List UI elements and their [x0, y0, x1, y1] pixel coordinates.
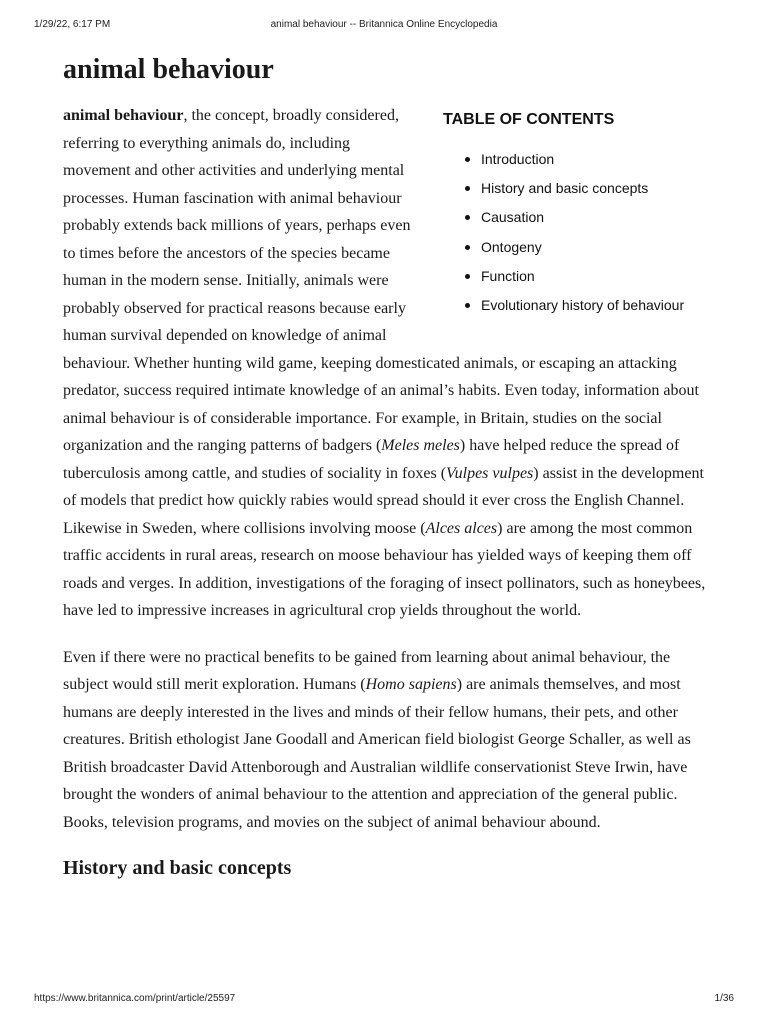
text-run: ) assist in the development of models that predict how quickly rabies would spread should it ever cross the English Channel. Likewise in Sweden, where collisions involving moose ( — [63, 464, 704, 537]
bullet-icon — [465, 245, 470, 250]
bullet-icon — [465, 157, 470, 162]
text-run: Even if there were no practical benefits to be gained from learning about animal behaviour, the subject would still merit exploration. Humans ( — [63, 648, 671, 693]
toc-link[interactable]: Introduction — [481, 151, 555, 167]
print-footer — [34, 993, 734, 1007]
bullet-icon — [465, 186, 470, 191]
text-run: ) are among the most common traffic accidents in rural areas, research on moose behaviour has yielded ways of keeping them off roads and verges. In addition, investigations of the foraging of insect pollinators, such as honeybees, have led to impressive increases in agricultural crop yields throughout the world. — [63, 519, 706, 619]
text-run: ) have helped reduce the spread of tuberculosis among cattle, and studies of sociality in foxes ( — [63, 437, 680, 482]
print-datetime: 1/29/22, 6:17 PM — [34, 19, 111, 30]
bullet-icon — [465, 303, 470, 308]
print-page-number: 1/36 — [714, 993, 734, 1004]
toc-link[interactable]: Causation — [481, 209, 545, 226]
print-header — [34, 19, 734, 33]
text-run: ) are animals themselves, and most humans are deeply interested in the lives and minds of their fellow humans, their pets, and other creatures. British ethologist Jane Goodall and American field biologist George Schaller, as well as British broadcaster David Attenborough and Australian wildlife conservationist Steve Irwin, have brought the wonders of animal behaviour to the attention and appreciation of the general public. Books, television programs, and movies on the subject of animal behaviour abound. — [63, 676, 691, 831]
toc-item-function[interactable] — [443, 267, 711, 285]
print-url: https://www.britannica.com/print/article/25597 — [34, 993, 236, 1004]
table-of-contents — [443, 100, 711, 325]
toc-item-ontogeny[interactable] — [443, 238, 711, 256]
species-name: Vulpes vulpes — [446, 464, 534, 482]
text-run: , the concept, broadly considered, referring to everything animals do, including movement and other activities and underlying mental processes. Human fascination with animal behaviour probably extends back millions of years, perhaps even to times before the ancestors of the species became human in the modern sense. Initially, animals were probably observed for practical reasons because early human survival depended on knowledge of animal behaviour. Whether hunting wild game, keeping domesticated animals, or escaping an attacking predator, success required intimate knowledge of an animal’s habits. Even today, information about animal behaviour is of considerable importance. For example, in Britain, studies on the social organization and the ranging patterns of badgers ( — [63, 107, 699, 454]
intro-block — [63, 102, 711, 625]
toc-title: TABLE OF CONTENTS — [443, 111, 615, 128]
species-name: Homo sapiens — [365, 676, 457, 693]
article — [63, 50, 711, 883]
species-name: Alces alces — [425, 519, 498, 537]
second-paragraph — [63, 644, 711, 837]
toc-link[interactable]: History and basic concepts — [481, 180, 649, 197]
section-heading: History and basic concepts — [63, 857, 292, 879]
species-name: Meles meles — [381, 437, 460, 454]
toc-link[interactable]: Ontogeny — [481, 238, 542, 255]
toc-item-evolutionary-history[interactable] — [443, 296, 711, 314]
toc-item-causation[interactable] — [443, 208, 711, 226]
toc-item-introduction[interactable] — [443, 150, 711, 168]
defined-term: animal behaviour — [63, 107, 184, 124]
bullet-icon — [465, 274, 470, 279]
toc-link[interactable]: Evolutionary history of behaviour — [481, 296, 685, 313]
print-page-title: animal behaviour -- Britannica Online Encyclopedia — [270, 19, 498, 30]
toc-item-history[interactable] — [443, 179, 711, 197]
toc-list — [443, 150, 711, 314]
article-title: animal behaviour — [63, 54, 274, 85]
toc-link[interactable]: Function — [481, 267, 535, 284]
bullet-icon — [465, 215, 470, 220]
